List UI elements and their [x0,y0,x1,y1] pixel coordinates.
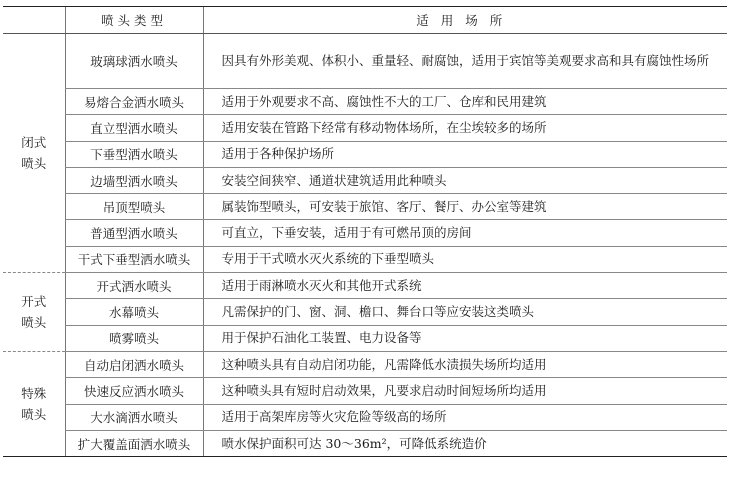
sprinkler-use: 这种喷头具有短时启动效果，凡要求启动时间短场所均适用 [203,378,727,404]
header-category [3,7,65,34]
table-row [3,115,727,141]
sprinkler-name: 水幕喷头 [65,299,203,325]
sprinkler-use: 专用于干式喷水灭火系统的下垂型喷头 [203,246,727,272]
sprinkler-name: 吊顶型喷头 [65,194,203,220]
sprinkler-use: 适用安装在管路下经常有移动物体场所，在尘埃较多的场所 [203,115,727,141]
table-header-row [3,7,727,34]
sprinkler-name: 下垂型洒水喷头 [65,141,203,167]
category-special [3,351,65,456]
header-type: 喷头类型 [65,7,203,34]
table-row [3,430,727,456]
table-row [3,89,727,115]
sprinkler-use: 凡需保护的门、窗、洞、檐口、舞台口等应安装这类喷头 [203,299,727,325]
table-row [3,378,727,404]
sprinkler-use: 安装空间狭窄、通道状建筑适用此种喷头 [203,167,727,193]
sprinkler-name: 普通型洒水喷头 [65,220,203,246]
category-label-line: 喷头 [21,315,47,331]
sprinkler-name: 快速反应洒水喷头 [65,378,203,404]
sprinkler-use: 可直立，下垂安装，适用于有可燃吊顶的房间 [203,220,727,246]
sprinkler-name: 边墙型洒水喷头 [65,167,203,193]
sprinkler-use: 喷水保护面积可达 30～36m²，可降低系统造价 [203,430,727,456]
table-row [3,404,727,430]
table-row [3,167,727,193]
category-label-line: 喷头 [21,156,47,172]
sprinkler-use: 因具有外形美观、体积小、重量轻、耐腐蚀，适用于宾馆等美观要求高和具有腐蚀性场所 [203,34,727,89]
sprinkler-use: 适用于高架库房等火灾危险等级高的场所 [203,404,727,430]
sprinkler-name: 易熔合金洒水喷头 [65,89,203,115]
table-row [3,325,727,351]
sprinkler-name: 自动启闭洒水喷头 [65,351,203,377]
sprinkler-use: 用于保护石油化工装置、电力设备等 [203,325,727,351]
sprinkler-name: 大水滴洒水喷头 [65,404,203,430]
category-label-line: 特殊 [21,386,47,402]
sprinkler-name: 开式洒水喷头 [65,273,203,299]
sprinkler-use: 这种喷头具有自动启闭功能，凡需降低水渍损失场所均适用 [203,351,727,377]
category-label-line: 闭式 [21,135,47,151]
sprinkler-name: 直立型洒水喷头 [65,115,203,141]
table-row [3,273,727,299]
category-label-line: 开式 [21,294,47,310]
header-use: 适用场所 [203,7,727,34]
category-label-line: 喷头 [21,407,47,423]
sprinkler-name: 喷雾喷头 [65,325,203,351]
sprinkler-name: 干式下垂型洒水喷头 [65,246,203,272]
sprinkler-name: 扩大覆盖面洒水喷头 [65,430,203,456]
sprinkler-use: 适用于外观要求不高、腐蚀性不大的工厂、仓库和民用建筑 [203,89,727,115]
table-row [3,299,727,325]
sprinkler-use: 属装饰型喷头，可安装于旅馆、客厅、餐厅、办公室等建筑 [203,194,727,220]
sprinkler-name: 玻璃球洒水喷头 [65,34,203,89]
table-row [3,246,727,272]
table-row [3,141,727,167]
table-row [3,34,727,89]
table-row [3,351,727,377]
table-row [3,194,727,220]
category-open [3,273,65,352]
sprinkler-use: 适用于各种保护场所 [203,141,727,167]
category-closed [3,34,65,273]
sprinkler-use: 适用于雨淋喷水灭火和其他开式系统 [203,273,727,299]
sprinkler-types-table [3,6,727,457]
table-row [3,220,727,246]
